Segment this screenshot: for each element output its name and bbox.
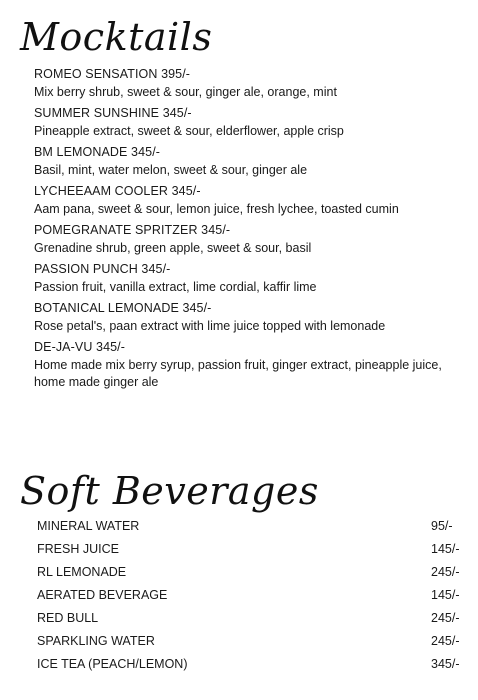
mocktail-item: [34, 222, 464, 257]
beverage-row: [37, 631, 470, 654]
mocktail-description: Pineapple extract, sweet & sour, elderflower, apple crisp: [34, 123, 344, 138]
beverage-row: [37, 654, 470, 677]
mocktail-description: Rose petal's, paan extract with lime juice topped with lemonade: [34, 318, 386, 333]
mocktail-description: Mix berry shrub, sweet & sour, ginger ale, orange, mint: [34, 84, 337, 99]
beverage-price: 345/-: [431, 657, 460, 671]
mocktail-description: Home made mix berry syrup, passion fruit, ginger extract, pineapple juice, home made ginger ale: [34, 357, 442, 389]
beverage-row: [37, 562, 470, 585]
mocktail-item: [34, 300, 464, 335]
beverage-row: [37, 608, 470, 631]
mocktail-item: [34, 339, 464, 392]
mocktail-name: ROMEO SENSATION 395/-: [34, 67, 191, 81]
beverage-price: 245/-: [431, 565, 460, 579]
mocktail-item: [34, 183, 464, 218]
beverage-row: [37, 539, 470, 562]
beverage-price: 145/-: [431, 542, 460, 556]
mocktail-name: PASSION PUNCH 345/-: [34, 262, 171, 276]
mocktail-name: BM LEMONADE 345/-: [34, 145, 161, 159]
mocktail-name: BOTANICAL LEMONADE 345/-: [34, 301, 212, 315]
soft-beverages-list: [37, 516, 470, 677]
beverage-row: [37, 585, 470, 608]
mocktail-description: Grenadine shrub, green apple, sweet & sour, basil: [34, 240, 312, 255]
beverage-name: SPARKLING WATER: [37, 634, 155, 648]
mocktail-name: SUMMER SUNSHINE 345/-: [34, 106, 192, 120]
beverage-row: [37, 516, 470, 539]
mocktail-name: LYCHEEAAM COOLER 345/-: [34, 184, 201, 198]
mocktail-name: DE-JA-VU 345/-: [34, 340, 126, 354]
mocktail-name: POMEGRANATE SPRITZER 345/-: [34, 223, 231, 237]
beverage-name: MINERAL WATER: [37, 519, 140, 533]
beverage-price: 95/-: [431, 519, 453, 533]
mocktails-heading: Mocktails: [20, 15, 213, 59]
mocktail-description: Basil, mint, water melon, sweet & sour, ginger ale: [34, 162, 308, 177]
mocktail-description: Aam pana, sweet & sour, lemon juice, fresh lychee, toasted cumin: [34, 201, 399, 216]
mocktail-item: [34, 261, 464, 296]
mocktail-item: [34, 66, 464, 101]
beverage-name: AERATED BEVERAGE: [37, 588, 168, 602]
beverage-price: 145/-: [431, 588, 460, 602]
beverage-price: 245/-: [431, 634, 460, 648]
beverage-name: RL LEMONADE: [37, 565, 127, 579]
beverage-name: FRESH JUICE: [37, 542, 119, 556]
mocktail-item: [34, 144, 464, 179]
mocktail-description: Passion fruit, vanilla extract, lime cordial, kaffir lime: [34, 279, 317, 294]
beverage-price: 245/-: [431, 611, 460, 625]
beverage-name: RED BULL: [37, 611, 99, 625]
mocktails-list: [34, 66, 464, 396]
mocktail-item: [34, 105, 464, 140]
beverage-name: ICE TEA (PEACH/LEMON): [37, 657, 188, 671]
soft-beverages-heading: Soft Beverages: [20, 469, 319, 513]
